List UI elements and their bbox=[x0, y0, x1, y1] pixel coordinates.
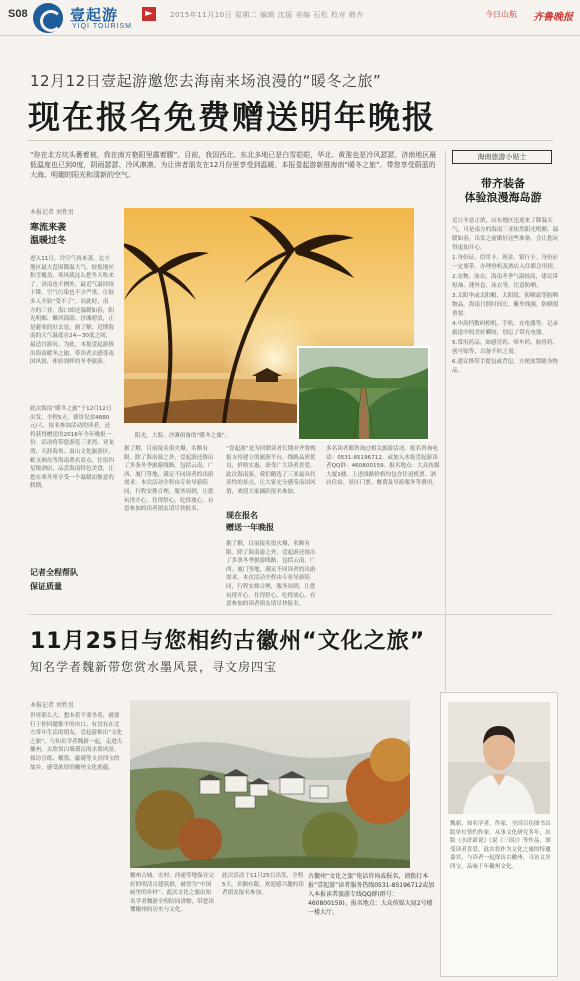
bridge-illustration bbox=[299, 348, 428, 439]
sidebar-divider bbox=[445, 150, 446, 710]
arrow-icon: ► bbox=[142, 7, 156, 21]
article2-col3: 此次活动于11月25日出发，全程5天，名额有限，欢迎感兴趣的读者朋友报名参加。 bbox=[222, 873, 304, 897]
article2-col1: 世界那么大，想本着不要坐着，就要行于你回题推平的市口。有没有在北方常年生活的朋友，壹起游推出“文化之旅”，与知名学者魏新一起，走进古徽州，去欣赏白墙黛瓦的水墨风景，探访宣纸、徽墨、歙砚等文房四宝的故乡，感受浓厚的徽州文化底蕴。 bbox=[30, 713, 123, 771]
brand-logo-icon bbox=[33, 3, 63, 33]
article1-col3a: “壹起游”是为回馈读者长期对齐鲁晚报支持建立的旅游平台，线路品质优良，价格实惠，深受广大读者喜爱。此次海南游，我们精选了三亚最具代表性的景点，让大家充分感受南国风情，欢迎大家踊跃报名参加。 bbox=[226, 446, 316, 495]
article1-kicker: 12月12日壹起游邀您去海南来场浪漫的“暖冬之旅” bbox=[30, 72, 382, 90]
sidebar-title-text: 带齐装备 体验浪漫海岛游 bbox=[464, 177, 542, 204]
sidebar-item: 4.中高档数码相机、手机、充电器等。记录旅途中的美好瞬间，别忘了带充电器。 bbox=[452, 321, 559, 336]
issue-info: 2015年11月10日 星期二 编辑 沈振 美编 石松 校对 韩卉 bbox=[170, 11, 364, 19]
section-divider bbox=[28, 614, 553, 615]
article1-bylines-text: 记者全程帮队 保证质量 bbox=[30, 568, 78, 591]
photo-caption: 阳光、大海、沙滩俱备的“暖冬之旅”。 bbox=[135, 433, 231, 439]
sidebar-intro: 近日冬意正浓，山东地区也迎来了降温天气，可是南方的海南三亚依然阳光明媚，温暖如春。出发之前做好这些准备，会让您玩得更加开心。 bbox=[452, 218, 559, 251]
article1-col1b: 此次海南“暖冬之旅”于12月12日出发，全程5天，费用仅需4880元/人。报名参加活动的读者，还将获得赠送的2016年全年晚报一份。活动将带您游览三亚湾、亚龙湾、天涯海角、南山文化旅游区、蜈支洲岛等海南著名景点，住宿四星级酒店，品尝海南特色美食，让您在寒冬里享受一个温暖而惬意的假期。 bbox=[30, 406, 114, 490]
article1-subhead bbox=[30, 222, 110, 248]
article2-headline: 11月25日与您相约古徽州“文化之旅” bbox=[30, 629, 426, 654]
brand-name: 壹起游 bbox=[70, 6, 119, 24]
article2-note: 古徽州“文化之旅”电话咨询或报名，请拨打本报“壹起游”读者服务热线0531-85196712或加入本报读者旅游专线QQ群(群号：460800159)。报名地点：大众传媒大厦2号楼一楼大厅。 bbox=[308, 873, 435, 916]
sidebar-item: 1.身份证、信用卡、现金、银行卡。身份证一定要带，办理登机及酒店入住都会用到。 bbox=[452, 255, 559, 270]
author-bio: 魏新，知名学者、作家，全国百佳图书出版单位签约作家。从事文化研究多年，出版《水浒新说》《说《三国》》等作品，深受读者喜爱。此次将作为文化之旅的特邀嘉宾，与读者一起探访古徽州，寻访文房四宝，品味千年徽州文化。 bbox=[450, 821, 551, 870]
sidebar-tag: 海南旅游小贴士 bbox=[452, 150, 552, 164]
article1-subhead-text: 寒流来袭 温暖过冬 bbox=[30, 223, 67, 246]
article2-kicker: 知名学者魏新带您赏水墨风景，寻文房四宝 bbox=[30, 660, 278, 674]
article1-col1: 进入11月，冷空气再来袭，北方地区最大范围降温大气，较低地区积雪覆盖，寒风就这么把冬天吹来了。济南也不例外，最近气温持续下降，空气污染也不少严重，让很多人开始“受不了”。而此时，南方的三亚、海口却还温暖如春，阳光明媚、椰风海韵、沙滩碧浪，正是避寒的好去处。据了解，近期海南的天气温度在24—30度之间，最适宜游玩。为此，本报壹起游推出海南暖冬之旅，带读者去感受南国风情，体验别样的冬季旅游。 bbox=[30, 256, 114, 366]
sidebar-item: 3.太阳伞或太阳帽、太阳镜、防晒霜等防晒物品。海南日照时间长，紫外线强，防晒很重要。 bbox=[452, 293, 559, 317]
sidebar-item: 6.建议携带手提包或背包，方便放置随身物品。 bbox=[452, 359, 559, 374]
article1-mid-subhead bbox=[226, 510, 306, 534]
divider bbox=[28, 140, 553, 141]
article1-lead: “你在北方坑头裹着被，我在南方艳阳里露着腰”。目前，我国西北、东北多地已是白雪皑皑，华北、黄淮也是冷风瑟瑟，济南地区最低温度也已到0度，阴雨瑟瑟、冷风凛凛。为让读者朋友在12月份里享受到温暖，本报壹起游新推海南“暖冬之旅”，带您享受蔚蓝的大海、明媚的阳光和清新的空气。 bbox=[30, 151, 437, 179]
article1-headline: 现在报名免费赠送明年晚报 bbox=[28, 98, 437, 136]
sidebar-title bbox=[458, 177, 548, 205]
article2-reporter: 本报记者 刘性男 bbox=[30, 702, 74, 709]
article1-col2: 据了解，目前报名很火爆，名额有限。除了海南游之外，壹起游还推出了多条冬季旅游线路，包括云南、广西、厦门等地，满足不同读者的出游需求。本次活动全程由专业导游陪同，行程安排合理，服务周到，让您玩得开心、住得舒心、吃得放心。有意参加的读者朋友请尽快报名。 bbox=[124, 446, 214, 513]
newspaper-seal: 齐鲁晚报 bbox=[533, 12, 573, 23]
article1-col3b: 据了解，目前报名很火爆，名额有限。除了海南游之外，壹起游还推出了多条冬季旅游线路，包括云南、广西、厦门等地，满足不同读者的出游需求。本次活动全程由专业导游陪同，行程安排合理，服务周到，让您玩得开心、住得舒心、吃得放心。有意参加的读者朋友请尽快报名。 bbox=[226, 541, 316, 608]
sidebar-body bbox=[452, 217, 562, 377]
bridge-photo bbox=[297, 346, 430, 441]
article2-col2: 徽州古城、宏村、西递等地保存完好的明清古建筑群，被誉为“中国画里的乡村”。此次文化之旅由知名学者魏新全程陪同讲解，带您读懂徽州的历史与文化。 bbox=[130, 873, 214, 914]
brand-name-en: YIQI TOURISM bbox=[72, 23, 132, 30]
article1-bylines bbox=[30, 566, 110, 594]
village-illustration bbox=[130, 700, 410, 868]
article1-col4: 多名读者都咨询过相关旅游活动。报名咨询电话：0531-85196712，或加入本报壹起游读者QQ群：460800159。报名地点：大众传媒大厦1楼。上述线路价格均包含往返机票、酒店住宿、景区门票、餐费及导游服务等费用。 bbox=[326, 446, 440, 487]
person-icon bbox=[448, 702, 550, 814]
page-number: S08 bbox=[8, 8, 28, 20]
article1-reporter: 本报记者 刘性男 bbox=[30, 209, 74, 216]
article1-mid-subhead-text: 现在报名 赠送一年晚报 bbox=[226, 511, 274, 532]
section-label: 今日山航 bbox=[485, 10, 517, 19]
sidebar-item: 5.常用药品。如感冒药、晕车药、肠胃药、创可贴等，以备不时之需。 bbox=[452, 340, 559, 355]
sidebar-item: 2.衣物、泳衣。海南冬季气温较高，建议带短袖、薄外套、泳衣等，注意防晒。 bbox=[452, 274, 559, 289]
author-portrait bbox=[448, 702, 550, 814]
masthead bbox=[0, 0, 580, 36]
huizhou-photo bbox=[130, 700, 410, 868]
